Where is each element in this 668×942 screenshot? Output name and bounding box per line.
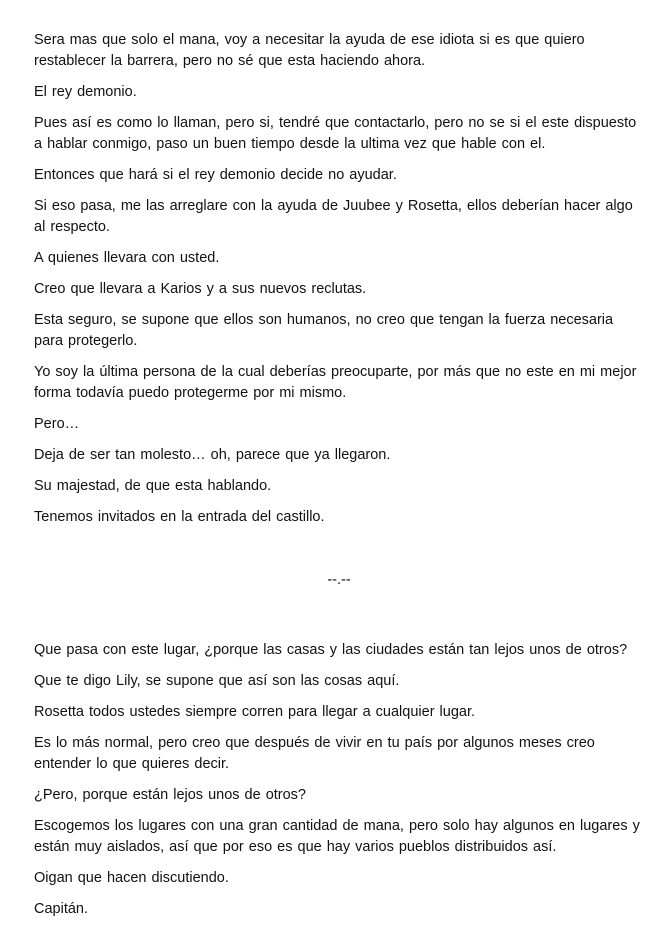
paragraph: Esta seguro, se supone que ellos son humanos, no creo que tengan la fuerza necesaria para protegerlo. — [34, 312, 614, 349]
paragraph: A quienes llevara con usted. — [34, 250, 220, 266]
paragraph: Rosetta todos ustedes siempre corren para llegar a cualquier lugar. — [34, 704, 476, 720]
paragraph: Pero… — [34, 416, 80, 432]
paragraph: El rey demonio. — [34, 84, 137, 100]
paragraph: Sera mas que solo el mana, voy a necesitar la ayuda de ese idiota si es que quiero restablecer la barrera, pero no sé que esta haciendo ahora. — [34, 32, 585, 69]
paragraph: Oigan que hacen discutiendo. — [34, 870, 229, 886]
paragraph: Escogemos los lugares con una gran cantidad de mana, pero solo hay algunos en lugares y están muy aislados, así que por eso es que hay varios pueblos distribuidos así. — [34, 818, 640, 855]
paragraph: Que pasa con este lugar, ¿porque las casas y las ciudades están tan lejos unos de otros? — [34, 642, 628, 658]
paragraph: ¿Pero, porque están lejos unos de otros? — [34, 787, 306, 803]
paragraph: Creo que llevara a Karios y a sus nuevos reclutas. — [34, 281, 367, 297]
paragraph: Entonces que hará si el rey demonio decide no ayudar. — [34, 167, 397, 183]
paragraph: Tenemos invitados en la entrada del castillo. — [34, 509, 325, 525]
paragraph: Capitán. — [34, 901, 89, 917]
paragraph: Pues así es como lo llaman, pero si, tendré que contactarlo, pero no se si el este dispuesto a hablar conmigo, paso un buen tiempo desde la ultima vez que hable con el. — [34, 115, 637, 152]
paragraph: Que te digo Lily, se supone que así son las cosas aquí. — [34, 673, 400, 689]
document-page — [34, 30, 640, 930]
scene-separator: --.-- — [327, 572, 351, 588]
paragraph: Si eso pasa, me las arreglare con la ayuda de Juubee y Rosetta, ellos deberían hacer algo al respecto. — [34, 198, 633, 235]
paragraph: Su majestad, de que esta hablando. — [34, 478, 272, 494]
paragraph: Yo soy la última persona de la cual deberías preocuparte, por más que no este en mi mejor forma todavía puedo protegerme por mi mismo. — [34, 364, 637, 401]
paragraph: Es lo más normal, pero creo que después de vivir en tu país por algunos meses creo entender lo que quieres decir. — [34, 735, 595, 772]
paragraph: Deja de ser tan molesto… oh, parece que ya llegaron. — [34, 447, 391, 463]
